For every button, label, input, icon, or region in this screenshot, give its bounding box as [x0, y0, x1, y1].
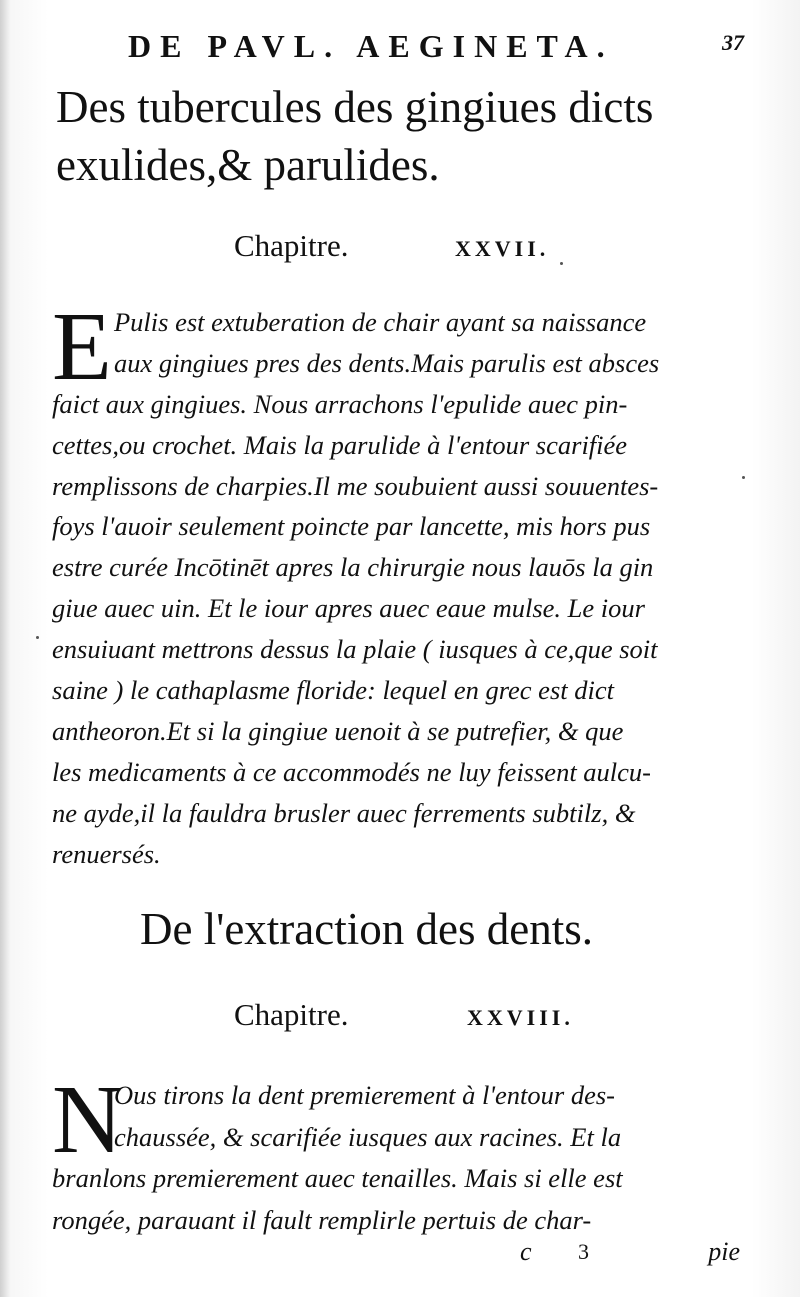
- text-line: antheoron.Et si la gingiue uenoit à se putrefier, & que: [52, 715, 624, 746]
- page-footer: [520, 1237, 740, 1277]
- text-line: les medicaments à ce accommodés ne luy feissent aulcu-: [52, 756, 652, 787]
- text-line: ne ayde,il la fauldra brusler auec ferrements subtilz, &: [52, 797, 636, 828]
- chapter-label: Chapitre.: [234, 228, 349, 263]
- text-line: chaussée, & scarifiée iusques aux racines. Et la: [114, 1121, 622, 1152]
- text-line: foys l'auoir seulement poincte par lancette, mis hors pus: [52, 511, 651, 542]
- ink-speck: [560, 262, 563, 265]
- text-line: Ous tirons la dent premierement à l'entour des-: [114, 1080, 616, 1110]
- chapter-label: Chapitre.: [234, 997, 349, 1032]
- text-line: cettes,ou crochet. Mais la parulide à l'entour scarifiée: [52, 429, 628, 460]
- text-line: rongée, parauant il fault remplirle pertuis de char-: [52, 1204, 592, 1235]
- running-head: [128, 28, 744, 68]
- text-line: giue auec uin. Et le iour apres auec eaue mulse. Le iour: [52, 593, 645, 624]
- text-line: Pulis est extuberation de chair ayant sa naissance: [114, 307, 647, 337]
- text-line: branlons premierement auec tenailles. Mais si elle est: [52, 1163, 623, 1193]
- text-line: faict aux gingiues. Nous arrachons l'epulide auec pin-: [52, 388, 628, 419]
- chapter-number: XXVII.: [455, 236, 550, 261]
- chapter-number: XXVIII.: [467, 1005, 574, 1030]
- ink-speck: [36, 636, 39, 639]
- drop-cap: E: [52, 293, 112, 401]
- page-edge-shadow: [0, 0, 10, 1297]
- drop-cap: N: [52, 1066, 123, 1174]
- section-heading-tubercules: Des tubercules des gingiues dicts exulides,& parulides.: [56, 82, 654, 190]
- section-heading-extraction: De l'extraction des dents.: [140, 904, 593, 954]
- catchword: pie: [708, 1237, 740, 1266]
- paragraph-tubercules: [52, 293, 742, 874]
- ink-speck: [742, 476, 745, 479]
- page-number: 37: [722, 30, 744, 55]
- signature-mark: c: [520, 1237, 532, 1266]
- text-line: estre curée Incōtinēt apres la chirurgie nous lauōs la gin: [52, 552, 654, 583]
- running-title: DE PAVL. AEGINETA.: [128, 28, 614, 64]
- text-line: aux gingiues pres des dents.Mais parulis est absces: [114, 347, 660, 378]
- text-line: ensuiuant mettrons dessus la plaie ( iusques à ce,que soit: [52, 634, 658, 665]
- signature-number: 3: [578, 1239, 589, 1264]
- text-line: remplissons de charpies.Il me soubuient aussi souuentes-: [52, 470, 659, 501]
- text-line: renuersés.: [52, 838, 161, 869]
- text-line: saine ) le cathaplasme floride: lequel en grec est dict: [52, 675, 614, 706]
- paragraph-extraction: [52, 1066, 742, 1241]
